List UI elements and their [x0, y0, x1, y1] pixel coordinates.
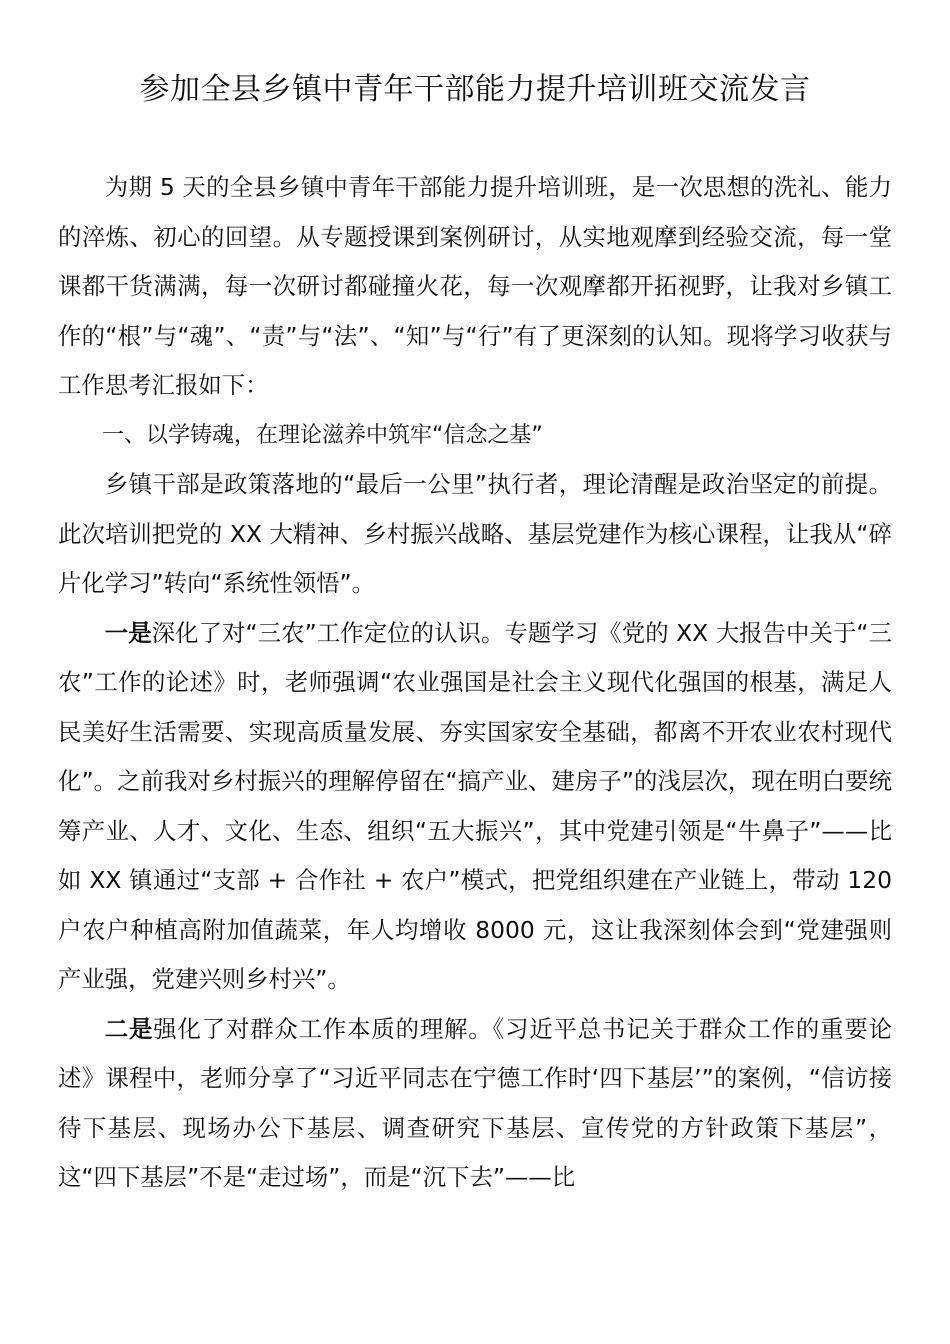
- document-body: [58, 163, 892, 1203]
- point-1-paragraph: [58, 609, 892, 1005]
- point-1-text: 深化了对“三农”工作定位的认识。专题学习《党的 XX 大报告中关于“三农”工作的论述》时，老师强调“农业强国是社会主义现代化强国的根基，满足人民美好生活需要、实现高质量发展、夯实国家安全基础，都离不开农业农村现代化”。之前我对乡村振兴的理解停留在“搞产业、建房子”的浅层次，现在明白要统筹产业、人才、文化、生态、组织“五大振兴”，其中党建引领是“牛鼻子”——比如 XX 镇通过“支部 + 合作社 + 农户”模式，把党组织建在产业链上，带动 120 户农户种植高附加值蔬菜，年人均增收 8000 元，这让我深刻体会到“党建强则产业强，党建兴则乡村兴”。: [58, 618, 893, 993]
- document-title: 参加全县乡镇中青年干部能力提升培训班交流发言: [139, 72, 811, 107]
- point-2-lead: 二是: [104, 1014, 154, 1043]
- intro-paragraph: 为期 5 天的全县乡镇中青年干部能力提升培训班，是一次思想的洗礼、能力的淬炼、初心的回望。从专题授课到案例研讨，从实地观摩到经验交流，每一堂课都干货满满，每一次研讨都碰撞火花，每一次观摩都开拓视野，让我对乡镇工作的“根”与“魂”、“责”与“法”、“知”与“行”有了更深刻的认知。现将学习收获与工作思考汇报如下：: [58, 173, 892, 399]
- section-heading-1: 一、以学铸魂，在理论滋养中筑牢“信念之基”: [102, 422, 543, 448]
- point-2-text: 强化了对群众工作本质的理解。《习近平总书记关于群众工作的重要论述》课程中，老师分享了“习近平同志在宁德工作时‘四下基层’”的案例，“信访接待下基层、现场办公下基层、调查研究下基层、宣传党的方针政策下基层”，这“四下基层”不是“走过场”，而是“沉下去”——比: [58, 1014, 892, 1191]
- point-1-lead: 一是: [104, 618, 152, 647]
- point-2-paragraph: [58, 1005, 892, 1203]
- section1-intro-paragraph: 乡镇干部是政策落地的“最后一公里”执行者，理论清醒是政治坚定的前提。此次培训把党的 XX 大精神、乡村振兴战略、基层党建作为核心课程，让我从“碎片化学习”转向“系统性领悟”。: [58, 470, 892, 597]
